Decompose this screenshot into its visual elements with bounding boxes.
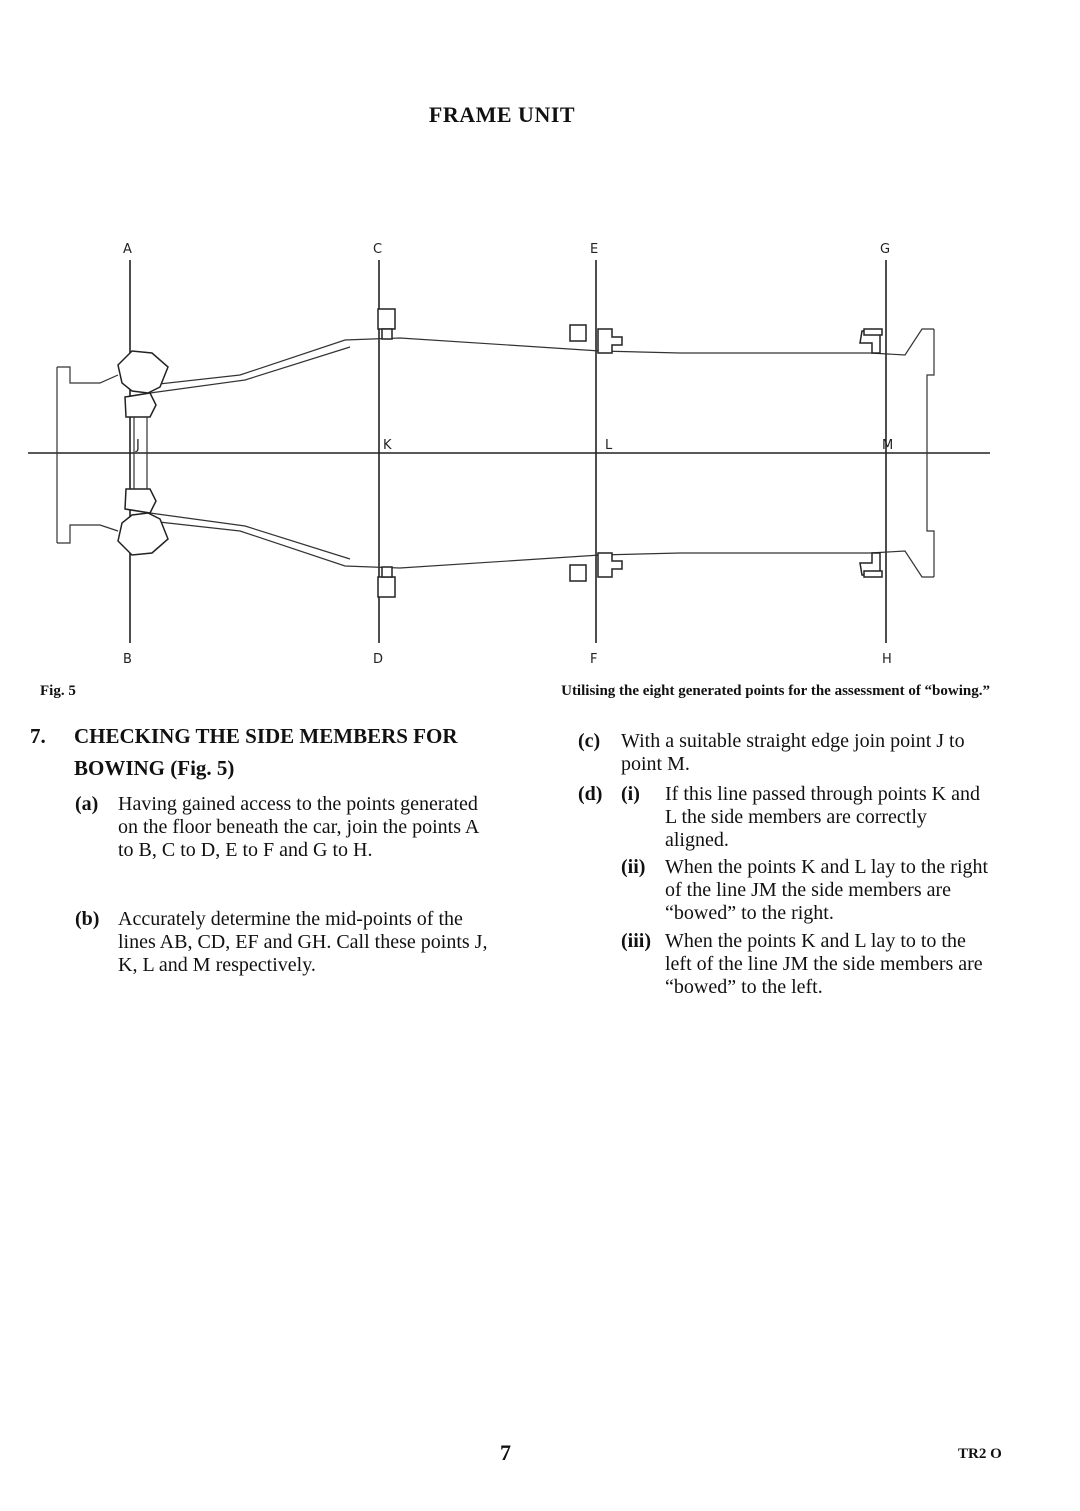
page-number: 7 bbox=[500, 1440, 511, 1465]
label-d: D bbox=[373, 652, 384, 667]
label-l: L bbox=[605, 438, 613, 453]
frame-diagram bbox=[0, 225, 1080, 675]
step-d-iii-tag: (iii) bbox=[621, 930, 651, 952]
label-j: J bbox=[136, 438, 140, 453]
label-m: M bbox=[882, 438, 894, 453]
step-b-text: Accurately determine the mid-points of the lines AB, CD, EF and GH. Call these points J, K, L and M respectively. bbox=[118, 908, 488, 976]
front-suspension-lower-2 bbox=[125, 489, 156, 513]
label-f: F bbox=[590, 652, 598, 667]
frame-lower-rail-inner bbox=[150, 513, 350, 559]
step-c-tag: (c) bbox=[578, 730, 601, 752]
label-k: K bbox=[383, 438, 392, 453]
frame-upper-rail bbox=[150, 329, 934, 385]
step-d-tag: (d) bbox=[578, 783, 603, 805]
frame-upper-rail-inner bbox=[150, 347, 350, 393]
step-a-tag: (a) bbox=[75, 793, 99, 815]
bracket-e bbox=[570, 325, 586, 341]
front-suspension-upper bbox=[118, 351, 168, 393]
label-g: G bbox=[880, 242, 891, 257]
label-b: B bbox=[123, 652, 132, 667]
step-a-text: Having gained access to the points generated on the floor beneath the car, join the points A to B, C to D, E to F and G to H. bbox=[118, 793, 479, 861]
bracket-c bbox=[378, 309, 395, 329]
step-d-ii-tag: (ii) bbox=[621, 856, 646, 878]
front-suspension-lower bbox=[118, 513, 168, 555]
step-d-i-text: If this line passed through points K and L the side members are correctly aligned. bbox=[665, 783, 980, 851]
section-title: CHECKING THE SIDE MEMBERS FOR BOWING (Fig. 5) bbox=[74, 724, 458, 780]
step-d-iii-text: When the points K and L lay to to the left of the line JM the side members are “bowed” to the left. bbox=[665, 930, 983, 998]
document-code: TR2 O bbox=[958, 1446, 1002, 1462]
step-d-ii-text: When the points K and L lay to the right of the line JM the side members are “bowed” to the right. bbox=[665, 856, 989, 924]
bracket-d bbox=[378, 577, 395, 597]
frame-lower-rail bbox=[150, 521, 934, 577]
step-c-text: With a suitable straight edge join point J to point M. bbox=[621, 730, 965, 775]
label-c: C bbox=[373, 242, 383, 257]
figure-description: Utilising the eight generated points for the assessment of “bowing.” bbox=[561, 683, 990, 699]
step-b-tag: (b) bbox=[75, 908, 100, 930]
bracket-f bbox=[570, 565, 586, 581]
step-d-i-tag: (i) bbox=[621, 783, 640, 805]
front-suspension-upper-2 bbox=[125, 393, 156, 417]
label-a: A bbox=[123, 242, 132, 257]
section-number: 7. bbox=[30, 724, 46, 748]
label-e: E bbox=[590, 242, 599, 257]
page-title: FRAME UNIT bbox=[428, 102, 576, 127]
figure-number: Fig. 5 bbox=[40, 683, 76, 699]
figure-caption bbox=[40, 683, 990, 707]
front-cross-member bbox=[57, 367, 118, 543]
label-h: H bbox=[882, 652, 892, 667]
